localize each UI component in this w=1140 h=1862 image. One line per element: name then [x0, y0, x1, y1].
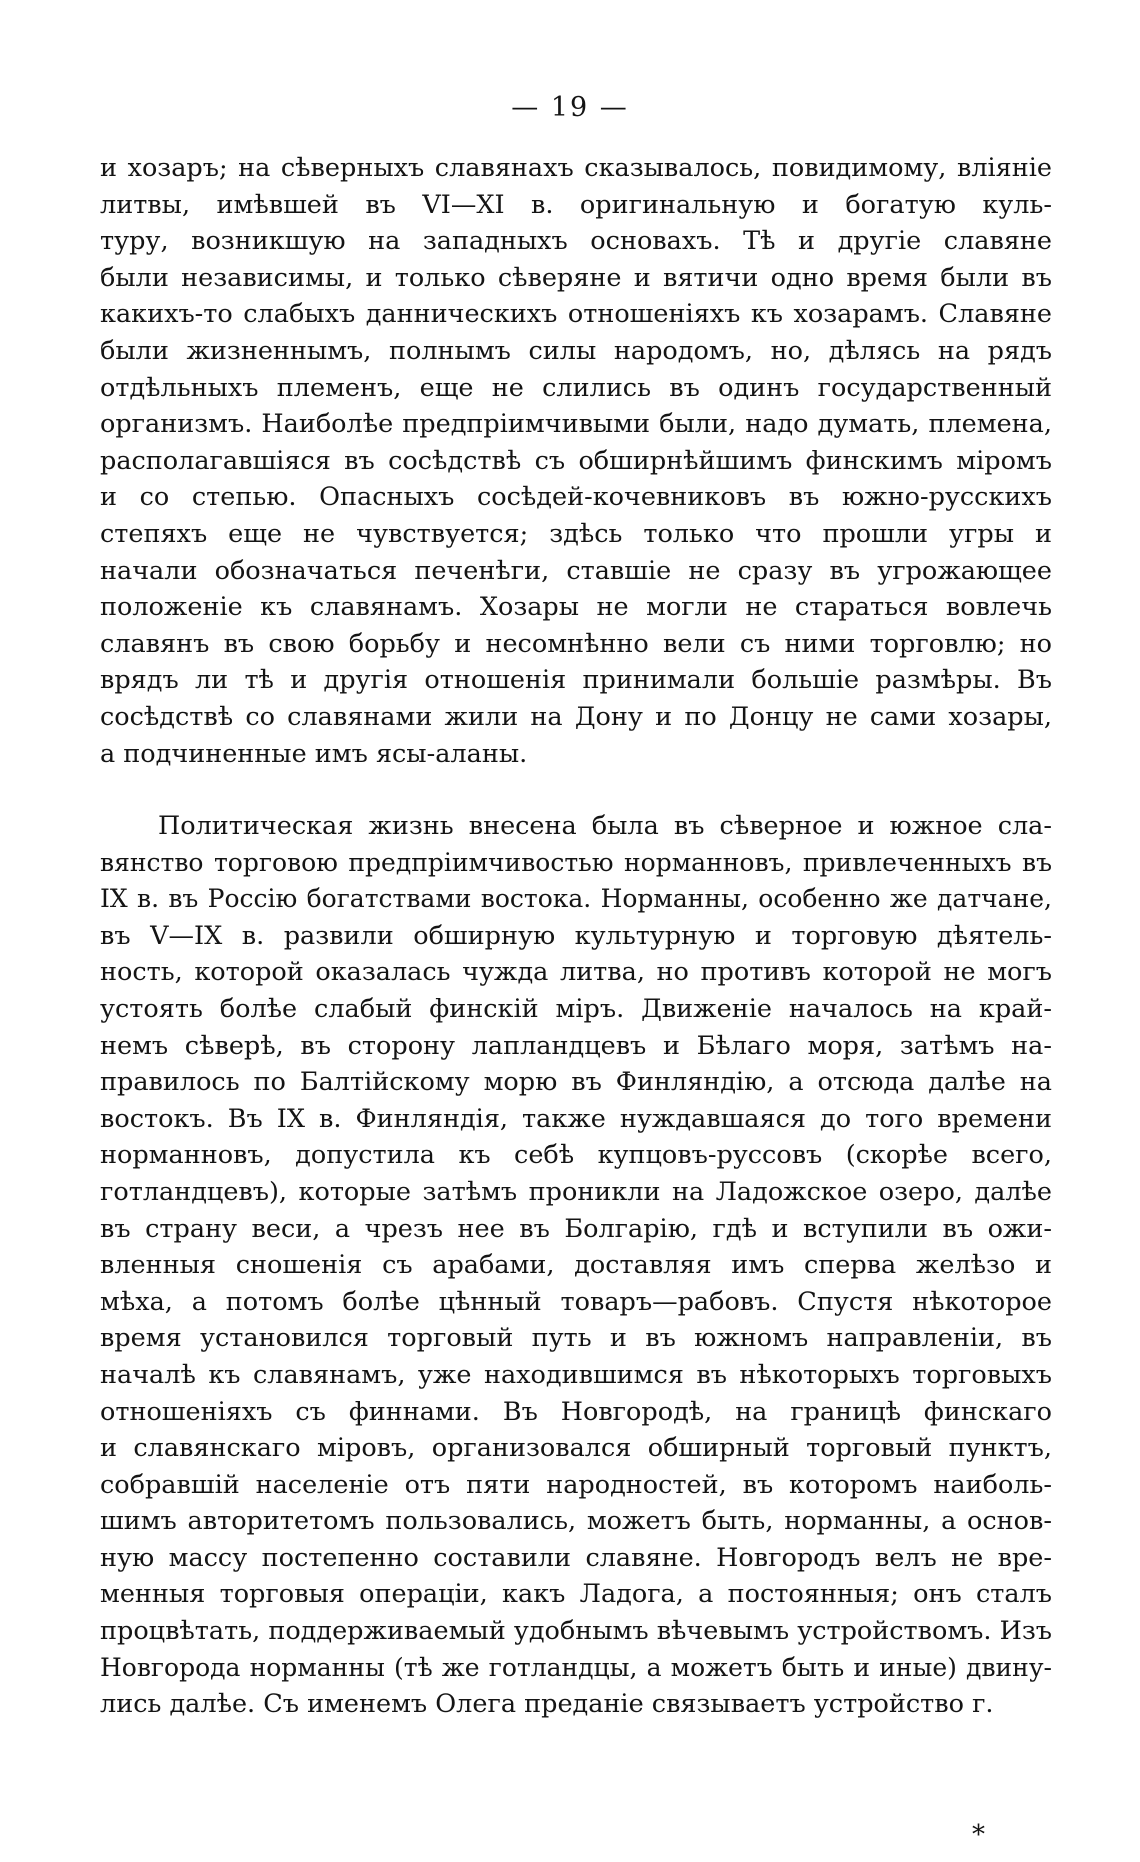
text-line: Политическая жизнь внесена была въ сѣверное и южное сла- [158, 811, 1052, 841]
text-line: шимъ авторитетомъ пользовались, можетъ быть, норманны, а основ- [100, 1506, 1052, 1537]
text-line: немъ сѣверѣ, въ сторону лапландцевъ и Бѣлаго моря, затѣмъ на- [100, 1030, 1052, 1061]
text-line: отдѣльныхъ племенъ, еще не слились въ одинъ государственный [100, 372, 1052, 403]
text-line: мѣха, а потомъ болѣе цѣнный товаръ—рабовъ. Спустя нѣкоторое [100, 1286, 1052, 1317]
text-line: и со степью. Опасныхъ сосѣдей-кочевниковъ въ южно-русскихъ [100, 482, 1052, 513]
text-line: время установился торговый путь и въ южномъ направленіи, въ [100, 1323, 1052, 1354]
text-line: и славянскаго міровъ, организовался обширный торговый пунктъ, [100, 1433, 1052, 1464]
text-line: какихъ-то слабыхъ данническихъ отношеніяхъ къ хозарамъ. Славяне [100, 299, 1052, 330]
text-line: начали обозначаться печенѣги, ставшіе не сразу въ угрожающее [100, 555, 1052, 586]
text-line: и хозаръ; на сѣверныхъ славянахъ сказывалось, повидимому, вліяніе [100, 153, 1052, 183]
text-line: менныя торговыя операціи, какъ Ладога, а постоянныя; онъ сталъ [100, 1579, 1052, 1610]
text-line: сосѣдствѣ со славянами жили на Дону и по Донцу не сами хозары, [100, 701, 1052, 732]
text-line: правилось по Балтійскому морю въ Финляндію, а отсюда далѣе на [100, 1067, 1052, 1098]
text-line: были независимы, и только сѣверяне и вятичи одно время были въ [100, 262, 1052, 293]
paragraph-1 [100, 150, 1052, 772]
text-line: а подчиненные имъ ясы-аланы. [100, 738, 528, 769]
page-number: — 19 — [511, 92, 629, 123]
text-line: литвы, имѣвшей въ VI—XI в. оригинальную и богатую куль- [100, 189, 1052, 220]
text-line: вянство торговою предпріимчивостью норманновъ, привлеченныхъ въ [100, 847, 1052, 877]
text-line: въ V—IX в. развили обширную культурную и торговую дѣятель- [100, 920, 1052, 951]
signature-mark: * [972, 1820, 985, 1850]
text-line: устоять болѣе слабый финскій міръ. Движеніе началось на край- [100, 993, 1052, 1024]
text-line: славянъ въ свою борьбу и несомнѣнно вели съ ними торговлю; но [100, 628, 1052, 659]
text-line: лись далѣе. Съ именемъ Олега преданіе связываетъ устройство г. [100, 1689, 994, 1720]
paragraph-2 [100, 808, 1052, 1723]
text-line: организмъ. Наиболѣе предпріимчивыми были, надо думать, племена, [100, 409, 1052, 440]
text-line: въ страну веси, а чрезъ нее въ Болгарію, гдѣ и вступили въ ожи- [100, 1213, 1052, 1244]
text-line: началѣ къ славянамъ, уже находившимся въ нѣкоторыхъ торговыхъ [100, 1359, 1052, 1390]
text-line: степяхъ еще не чувствуется; здѣсь только что прошли угры и [100, 518, 1052, 549]
text-line: востокъ. Въ IX в. Финляндія, также нуждавшаяся до того времени [100, 1103, 1052, 1134]
text-line: готландцевъ), которые затѣмъ проникли на Ладожское озеро, далѣе [100, 1176, 1052, 1207]
text-line: IX в. въ Россію богатствами востока. Норманны, особенно же датчане, [100, 884, 1052, 914]
text-line: норманновъ, допустила къ себѣ купцовъ-руссовъ (скорѣе всего, [100, 1140, 1052, 1171]
text-line: Новгорода норманны (тѣ же готландцы, а можетъ быть и иные) двину- [100, 1652, 1052, 1682]
text-line: положеніе къ славянамъ. Хозары не могли не стараться вовлечь [100, 592, 1052, 623]
text-line: ную массу постепенно составили славяне. Новгородъ велъ не вре- [100, 1542, 1052, 1573]
text-line: были жизненнымъ, полнымъ силы народомъ, но, дѣлясь на рядъ [100, 335, 1052, 366]
text-line: собравшій населеніе отъ пяти народностей, въ которомъ наиболь- [100, 1469, 1052, 1500]
text-line: ность, которой оказалась чужда литва, но противъ которой не могъ [100, 957, 1052, 988]
text-line: туру, возникшую на западныхъ основахъ. Тѣ и другіе славяне [100, 226, 1052, 257]
text-line: отношеніяхъ съ финнами. Въ Новгородѣ, на границѣ финскаго [100, 1396, 1052, 1427]
text-line: врядъ ли тѣ и другія отношенія принимали большіе размѣры. Въ [100, 665, 1052, 696]
text-line: процвѣтать, поддерживаемый удобнымъ вѣчевымъ устройствомъ. Изъ [100, 1616, 1052, 1647]
text-line: располагавшіяся въ сосѣдствѣ съ обширнѣйшимъ финскимъ міромъ [100, 445, 1052, 476]
text-line: вленныя сношенія съ арабами, доставляя имъ сперва желѣзо и [100, 1250, 1052, 1281]
